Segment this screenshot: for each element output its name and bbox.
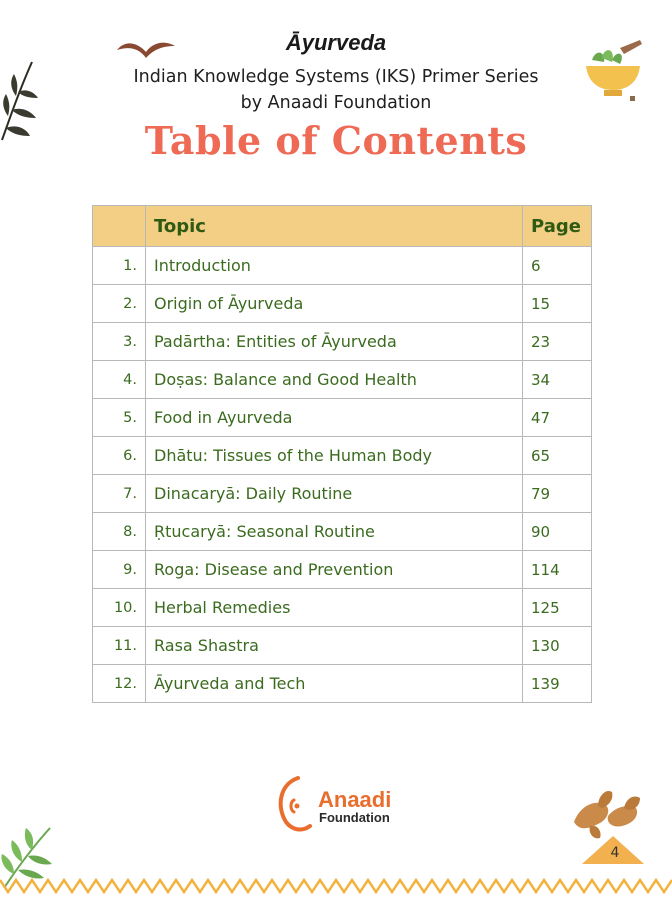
subtitle-series: Indian Knowledge Systems (IKS) Primer Series <box>133 67 539 87</box>
table-row <box>93 437 592 475</box>
row-topic: Food in Ayurveda <box>146 399 523 437</box>
anaadi-logo-icon <box>276 776 316 832</box>
row-page: 6 <box>523 247 592 285</box>
row-topic: Rasa Shastra <box>146 627 523 665</box>
row-number: 11. <box>93 627 146 665</box>
table-row <box>93 361 592 399</box>
table-row <box>93 589 592 627</box>
row-page: 65 <box>523 437 592 475</box>
table-row <box>93 475 592 513</box>
row-number: 10. <box>93 589 146 627</box>
row-number: 1. <box>93 247 146 285</box>
table-row <box>93 323 592 361</box>
page-number: 4 <box>610 845 620 861</box>
header-topic-cell: Topic <box>146 206 523 247</box>
row-topic: Origin of Āyurveda <box>146 285 523 323</box>
turmeric-root-icon <box>568 786 644 842</box>
row-page: 47 <box>523 399 592 437</box>
row-number: 9. <box>93 551 146 589</box>
row-number: 3. <box>93 323 146 361</box>
row-topic: Dhātu: Tissues of the Human Body <box>146 437 523 475</box>
toc-table <box>92 205 592 703</box>
row-page: 79 <box>523 475 592 513</box>
row-topic: Padārtha: Entities of Āyurveda <box>146 323 523 361</box>
table-row <box>93 513 592 551</box>
book-subtitle <box>100 64 572 116</box>
table-row <box>93 551 592 589</box>
row-topic: Herbal Remedies <box>146 589 523 627</box>
row-page: 114 <box>523 551 592 589</box>
table-header-row <box>93 206 592 247</box>
row-number: 5. <box>93 399 146 437</box>
book-title: Āyurveda <box>285 30 387 55</box>
table-row <box>93 399 592 437</box>
page-title: Table of Contents <box>144 118 528 163</box>
zigzag-border <box>0 876 672 896</box>
row-page: 130 <box>523 627 592 665</box>
row-number: 4. <box>93 361 146 399</box>
header-num-cell <box>93 206 146 247</box>
logo-name: Anaadi <box>318 787 392 812</box>
row-topic: Roga: Disease and Prevention <box>146 551 523 589</box>
row-number: 2. <box>93 285 146 323</box>
row-page: 139 <box>523 665 592 703</box>
row-number: 8. <box>93 513 146 551</box>
row-page: 90 <box>523 513 592 551</box>
row-topic: Doṣas: Balance and Good Health <box>146 361 523 399</box>
row-number: 12. <box>93 665 146 703</box>
row-topic: Āyurveda and Tech <box>146 665 523 703</box>
row-number: 7. <box>93 475 146 513</box>
table-row <box>93 627 592 665</box>
header-page-cell: Page <box>523 206 592 247</box>
table-row <box>93 665 592 703</box>
row-topic: Dinacaryā: Daily Routine <box>146 475 523 513</box>
row-number: 6. <box>93 437 146 475</box>
row-page: 23 <box>523 323 592 361</box>
row-page: 15 <box>523 285 592 323</box>
row-topic: Ṛtucaryā: Seasonal Routine <box>146 513 523 551</box>
row-topic: Introduction <box>146 247 523 285</box>
subtitle-author: by Anaadi Foundation <box>240 93 432 113</box>
table-row <box>93 285 592 323</box>
row-page: 125 <box>523 589 592 627</box>
row-page: 34 <box>523 361 592 399</box>
table-row <box>93 247 592 285</box>
logo-subtext: Foundation <box>319 810 390 825</box>
